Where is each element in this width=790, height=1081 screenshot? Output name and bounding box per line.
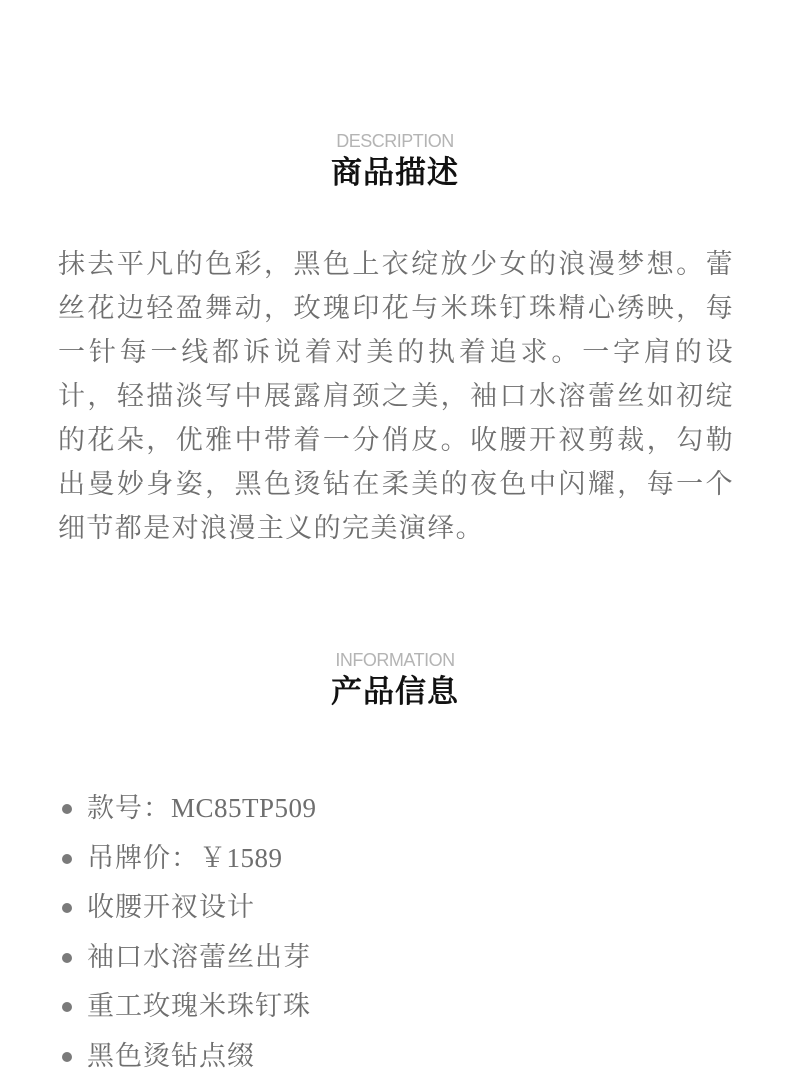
description-heading-zh: 商品描述 [0,153,790,193]
bullet-dot-icon [62,804,72,814]
info-item-style-number [0,784,317,834]
description-heading-en: DESCRIPTION [0,130,790,152]
description-header [0,130,790,193]
information-header [0,649,790,712]
info-item-feature [0,933,317,983]
bullet-dot-icon [62,1002,72,1012]
info-item-label: 黑色烫钻点缀 [87,1041,255,1072]
bullet-dot-icon [62,1052,72,1062]
information-list [0,784,317,1081]
info-item-feature [0,982,317,1032]
bullet-dot-icon [62,854,72,864]
description-text: 抹去平凡的色彩，黑色上衣绽放少女的浪漫梦想。蕾丝花边轻盈舞动，玫瑰印花与米珠钉珠精心绣映，每一针每一线都诉说着对美的执着追求。一字肩的设计，轻描淡写中展露肩颈之美，袖口水溶蕾丝如初绽的花朵，优雅中带着一分俏皮。收腰开衩剪裁，勾勒出曼妙身姿，黑色烫钻在柔美的夜色中闪耀，每一个细节都是对浪漫主义的完美演绎。 [58,243,734,551]
information-heading-zh: 产品信息 [0,672,790,712]
information-heading-en: INFORMATION [0,649,790,671]
info-item-value: ￥1589 [199,843,283,873]
info-item-label: 收腰开衩设计 [87,892,255,923]
info-item-label: 吊牌价： [87,843,199,874]
info-item-tag-price [0,834,317,884]
bullet-dot-icon [62,953,72,963]
info-item-value: MC85TP509 [171,793,317,823]
info-item-label: 款号： [87,793,171,824]
info-item-feature [0,883,317,933]
info-item-label: 重工玫瑰米珠钉珠 [87,991,311,1022]
bullet-dot-icon [62,903,72,913]
info-item-label: 袖口水溶蕾丝出芽 [87,942,311,973]
info-item-feature [0,1032,317,1081]
